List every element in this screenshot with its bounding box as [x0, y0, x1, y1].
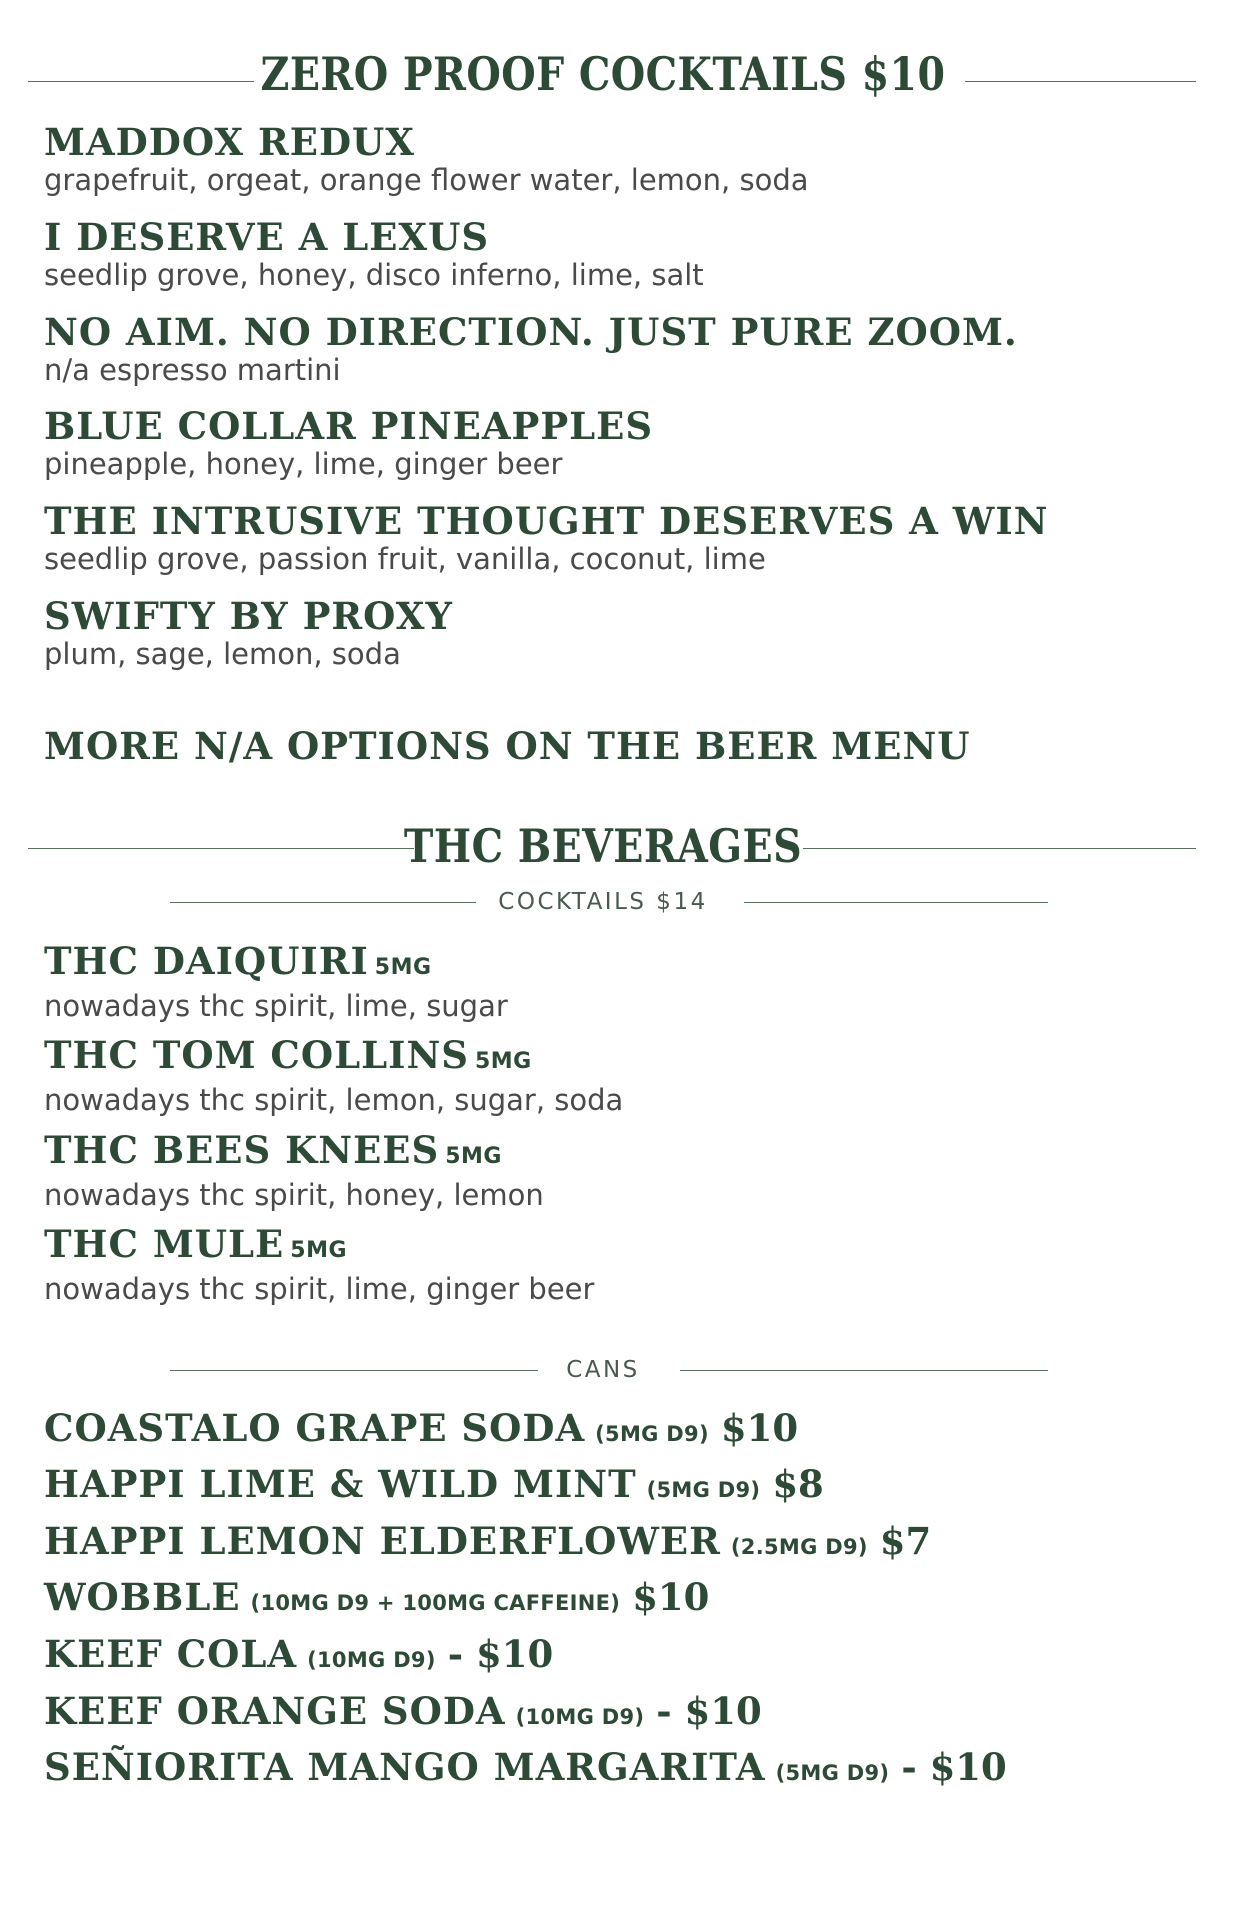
- item-name-text: THC BEES KNEES: [44, 1128, 440, 1172]
- can-name: WOBBLE: [44, 1575, 241, 1619]
- item-name-text: THC MULE: [44, 1222, 285, 1266]
- item-name-text: THC TOM COLLINS: [44, 1033, 469, 1077]
- can-dose: (5MG D9): [595, 1422, 709, 1446]
- can-price: - $10: [656, 1689, 762, 1733]
- item-description: n/a espresso martini: [44, 353, 341, 387]
- cans-label: CANS: [566, 1357, 640, 1383]
- item-description: pineapple, honey, lime, ginger beer: [44, 447, 563, 481]
- cocktails-rule-right: [744, 902, 1048, 903]
- item-name: BLUE COLLAR PINEAPPLES: [44, 404, 654, 448]
- can-item: [44, 1689, 762, 1741]
- item-dose: 5MG: [374, 955, 432, 980]
- can-name: COASTALO GRAPE SODA: [44, 1406, 586, 1450]
- item-description: grapefruit, orgeat, orange flower water, lemon, soda: [44, 163, 809, 197]
- item-name: [44, 1035, 1203, 1082]
- header-rule-right: [965, 81, 1196, 82]
- na-options-note: MORE N/A OPTIONS ON THE BEER MENU: [44, 724, 971, 768]
- can-name: HAPPI LEMON ELDERFLOWER: [44, 1519, 721, 1563]
- menu-item: [44, 596, 1203, 672]
- item-description: nowadays thc spirit, lime, sugar: [44, 989, 508, 1023]
- can-price: $10: [632, 1575, 710, 1619]
- can-price: - $10: [901, 1745, 1007, 1789]
- menu-item: [44, 501, 1203, 577]
- can-price: - $10: [447, 1632, 554, 1676]
- menu-item: [44, 941, 1203, 1024]
- item-description: seedlip grove, passion fruit, vanilla, coconut, lime: [44, 542, 766, 576]
- item-name: [44, 1130, 1203, 1177]
- can-price: $8: [772, 1462, 824, 1506]
- can-dose: (10MG D9 + 100MG CAFFEINE): [250, 1591, 621, 1615]
- item-description: nowadays thc spirit, lemon, sugar, soda: [44, 1083, 624, 1117]
- item-name-text: THC DAIQUIRI: [44, 939, 369, 983]
- cans-rule-right: [680, 1370, 1048, 1371]
- item-name: [44, 941, 1203, 988]
- cocktails-label: COCKTAILS $14: [498, 889, 708, 915]
- menu-item: [44, 1224, 1203, 1307]
- menu-item: [44, 122, 1203, 198]
- can-item: [44, 1575, 709, 1627]
- menu-item: [44, 312, 1203, 388]
- menu-item: [44, 1035, 1203, 1118]
- menu-item: [44, 217, 1203, 293]
- item-name: I DESERVE A LEXUS: [44, 215, 490, 259]
- zero-proof-title: ZERO PROOF COCKTAILS $10: [260, 47, 946, 101]
- can-name: SEÑIORITA MANGO MARGARITA: [44, 1745, 766, 1789]
- can-dose: (2.5MG D9): [730, 1535, 868, 1559]
- can-item: [44, 1632, 553, 1684]
- item-dose: 5MG: [474, 1049, 532, 1074]
- can-name: KEEF ORANGE SODA: [44, 1689, 506, 1733]
- item-dose: 5MG: [290, 1238, 348, 1263]
- item-name: MADDOX REDUX: [44, 120, 416, 164]
- can-name: KEEF COLA: [44, 1632, 298, 1676]
- item-description: seedlip grove, honey, disco inferno, lime, salt: [44, 258, 704, 292]
- item-description: nowadays thc spirit, lime, ginger beer: [44, 1272, 595, 1306]
- item-name: [44, 1224, 1203, 1271]
- can-dose: (10MG D9): [515, 1705, 645, 1729]
- thc-rule-right: [803, 848, 1196, 849]
- can-dose: (5MG D9): [775, 1761, 890, 1785]
- can-name: HAPPI LIME & WILD MINT: [44, 1462, 637, 1506]
- can-item: [44, 1745, 1007, 1797]
- can-dose: (10MG D9): [307, 1648, 436, 1672]
- item-name: SWIFTY BY PROXY: [44, 594, 453, 638]
- item-description: nowadays thc spirit, honey, lemon: [44, 1178, 544, 1212]
- can-item: [44, 1462, 824, 1514]
- can-item: [44, 1406, 798, 1458]
- menu-item: [44, 406, 1203, 482]
- can-dose: (5MG D9): [646, 1478, 761, 1502]
- item-name: THE INTRUSIVE THOUGHT DESERVES A WIN: [44, 499, 1049, 543]
- menu-item: [44, 1130, 1203, 1213]
- item-dose: 5MG: [445, 1144, 502, 1169]
- can-price: $10: [720, 1406, 799, 1450]
- can-price: $7: [879, 1519, 932, 1563]
- item-name: NO AIM. NO DIRECTION. JUST PURE ZOOM.: [44, 310, 1018, 354]
- item-description: plum, sage, lemon, soda: [44, 637, 401, 671]
- can-item: [44, 1519, 931, 1571]
- thc-title: THC BEVERAGES: [403, 819, 803, 873]
